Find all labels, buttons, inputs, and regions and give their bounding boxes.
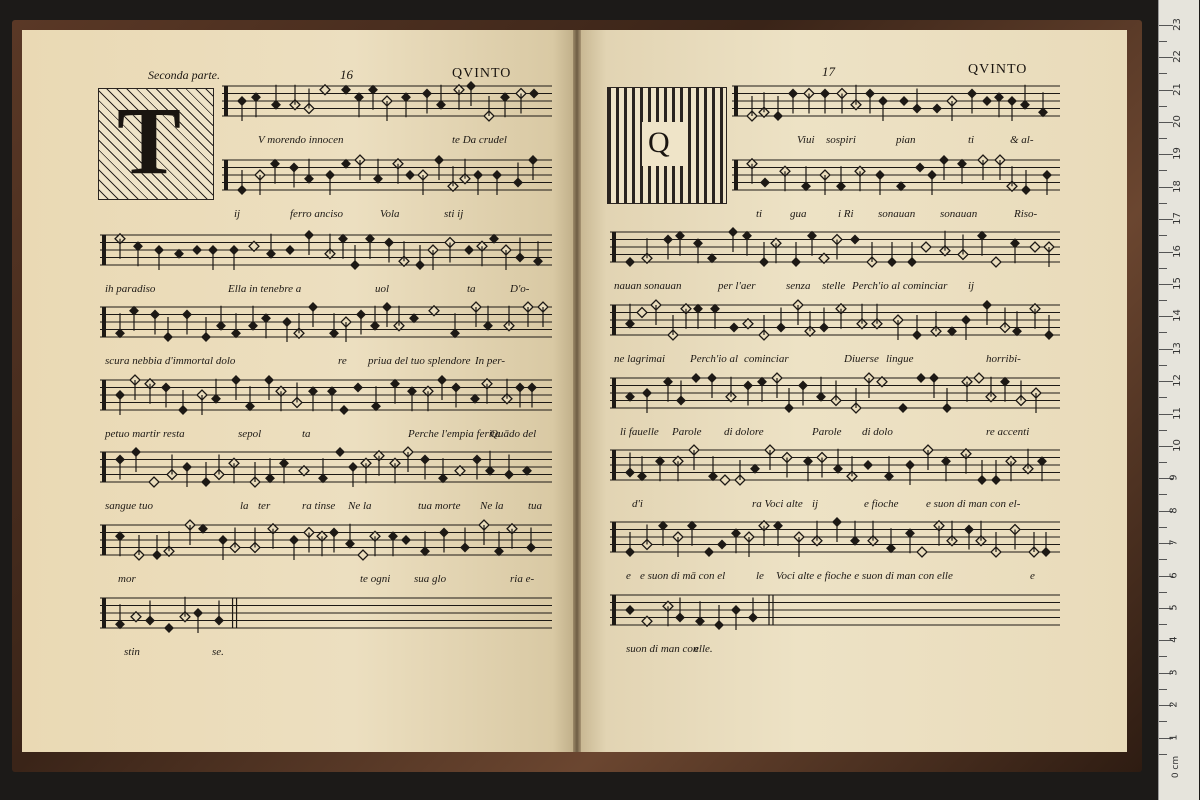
note-head xyxy=(898,403,908,413)
right-stave-1 xyxy=(732,76,1060,126)
ruler-tick xyxy=(1159,689,1167,690)
ruler-tick xyxy=(1159,430,1167,431)
lyric-syllable: ij xyxy=(812,498,819,510)
lyric-syllable: Parole xyxy=(672,426,702,438)
ruler-number: 16 xyxy=(1171,244,1183,258)
lyric-syllable: e suon di mā con el xyxy=(640,570,726,582)
ruler-number: 9 xyxy=(1168,474,1180,482)
note-head xyxy=(149,477,159,487)
ruler-tick xyxy=(1159,462,1167,463)
lyric-syllable: cominciar xyxy=(744,353,789,365)
left-voice-label: QVINTO xyxy=(452,66,512,81)
left-stave-6 xyxy=(100,442,552,492)
ruler-number: 1 xyxy=(1168,733,1180,741)
ruler-tick xyxy=(1159,203,1167,204)
lyric-syllable: ij xyxy=(234,208,241,220)
ruler-number: 18 xyxy=(1171,179,1183,193)
note-head xyxy=(717,540,727,550)
note-head xyxy=(335,447,345,457)
note-head xyxy=(405,170,415,180)
ruler-tick xyxy=(1159,106,1167,107)
lyric-syllable: Diuerse xyxy=(844,353,879,365)
lyric-syllable: sonauan xyxy=(940,208,978,220)
ruler-tick xyxy=(1159,624,1167,625)
ruler-number: 19 xyxy=(1171,147,1183,161)
note-head xyxy=(917,547,927,557)
right-stave-4 xyxy=(610,295,1060,345)
lyric-syllable: ta xyxy=(467,283,476,295)
lyric-syllable: In per- xyxy=(475,355,506,367)
lyric-syllable: per l'aer xyxy=(718,280,756,292)
lyric-syllable: stelle xyxy=(822,280,846,292)
lyric-syllable: Ella in tenebre a xyxy=(228,283,302,295)
note-head xyxy=(625,605,635,615)
clef-mark xyxy=(612,378,616,408)
ruler-number: 11 xyxy=(1171,406,1183,420)
ruler-tick xyxy=(1159,235,1167,236)
left-stave-4 xyxy=(100,297,552,347)
lyric-syllable: Quādo del xyxy=(490,428,537,440)
ruler-number: 20 xyxy=(1171,115,1183,128)
lyric-syllable: sospiri xyxy=(826,134,856,146)
clef-mark xyxy=(734,86,738,116)
lyric-syllable: le xyxy=(756,570,764,582)
lyric-syllable: Perch'io al cominciar xyxy=(852,280,948,292)
lyric-syllable: d'i xyxy=(632,498,643,510)
lyric-syllable: horribi- xyxy=(986,353,1021,365)
clef-mark xyxy=(612,595,616,625)
lyric-syllable: Vola xyxy=(380,208,400,220)
ruler-number: 21 xyxy=(1171,82,1183,96)
right-stave-6 xyxy=(610,440,1060,490)
lyric-syllable: tua xyxy=(528,500,543,512)
ruler-number: 12 xyxy=(1171,374,1183,388)
initial-letter-q: Q xyxy=(648,126,670,159)
note-head xyxy=(192,245,202,255)
lyric-syllable: D'o- xyxy=(510,283,530,295)
left-stave-3 xyxy=(100,225,552,275)
lyric-syllable: Ne la xyxy=(480,500,504,512)
note-head xyxy=(464,245,474,255)
lyric-syllable: Perch'io al xyxy=(690,353,739,365)
lyric-syllable: sepol xyxy=(238,428,262,440)
ruler-tick xyxy=(1159,656,1167,657)
ruler-number: 5 xyxy=(1168,604,1180,611)
note-head xyxy=(164,623,174,633)
ruler-tick xyxy=(1159,527,1167,528)
ruler-number: 15 xyxy=(1171,277,1183,290)
lyric-syllable: sua glo xyxy=(414,573,447,585)
ruler-number: 4 xyxy=(1168,636,1180,644)
note-head xyxy=(625,257,635,267)
lyric-syllable: ih paradiso xyxy=(105,283,156,295)
right-stave-7 xyxy=(610,512,1060,562)
ruler-tick xyxy=(1159,73,1167,74)
ruler-number: 7 xyxy=(1168,539,1180,546)
ruler-number: 6 xyxy=(1168,571,1180,579)
lyric-syllable: pian xyxy=(896,134,916,146)
initial-box xyxy=(642,122,686,166)
right-stave-8 xyxy=(610,585,1060,635)
ruler-tick xyxy=(1159,559,1167,560)
ruler-number: 14 xyxy=(1171,309,1183,323)
lyric-syllable: re xyxy=(338,355,347,367)
note-head xyxy=(729,323,739,333)
ruler-tick xyxy=(1159,365,1167,366)
initial-letter-t: T xyxy=(117,87,182,194)
note-head xyxy=(1030,242,1040,252)
note-head xyxy=(915,163,925,173)
ruler-number: 23 xyxy=(1171,17,1183,31)
lyric-syllable: te ogni xyxy=(360,573,391,585)
clef-mark xyxy=(102,525,106,555)
note-head xyxy=(529,89,539,99)
left-page-number: 16 xyxy=(340,67,353,82)
lyric-syllable: ij xyxy=(968,280,975,292)
note-head xyxy=(974,373,984,383)
lyric-syllable: di dolore xyxy=(724,426,764,438)
part-label: Seconda parte. xyxy=(148,68,220,82)
ruler-number: 22 xyxy=(1171,50,1183,64)
right-stave-3 xyxy=(610,222,1060,272)
book-gutter xyxy=(573,30,581,752)
clef-mark xyxy=(102,380,106,410)
lyric-syllable: ti xyxy=(968,134,975,146)
lyric-syllable: Voci alte e fioche e suon di man con elle xyxy=(776,570,953,582)
lyric-syllable: ta xyxy=(302,428,311,440)
lyric-syllable: e fioche xyxy=(864,498,899,510)
lyric-syllable: li fauelle xyxy=(620,426,659,438)
lyric-syllable: V morendo innocen xyxy=(258,134,344,146)
note-head xyxy=(353,383,363,393)
note-head xyxy=(285,245,295,255)
ruler-tick xyxy=(1159,138,1167,139)
lyric-syllable: la xyxy=(240,500,249,512)
ruler-number: 8 xyxy=(1168,507,1180,514)
clef-mark xyxy=(102,598,106,628)
note-head xyxy=(401,535,411,545)
ruler-number: 17 xyxy=(1171,212,1183,226)
clef-mark xyxy=(612,522,616,552)
note-head xyxy=(921,242,931,252)
ruler-tick xyxy=(1159,721,1167,722)
ruler-tick xyxy=(1159,300,1167,301)
clef-mark xyxy=(224,160,228,190)
lyric-syllable: se. xyxy=(212,646,224,658)
lyric-syllable: e suon di man con el- xyxy=(926,498,1021,510)
lyric-syllable: lingue xyxy=(886,353,914,365)
clef-mark xyxy=(734,160,738,190)
lyric-syllable: ra Voci alte xyxy=(752,498,803,510)
note-head xyxy=(720,475,730,485)
lyric-syllable: di dolo xyxy=(862,426,893,438)
lyric-syllable: senza xyxy=(786,280,811,292)
ruler-number: 13 xyxy=(1171,341,1183,355)
ruler-tick xyxy=(1159,494,1167,495)
lyric-syllable: uol xyxy=(375,283,390,295)
lyric-syllable: stin xyxy=(124,646,140,658)
lyric-syllable: ferro anciso xyxy=(290,208,344,220)
note-head xyxy=(916,373,926,383)
ruler-tick xyxy=(1159,170,1167,171)
lyric-syllable: Parole xyxy=(812,426,842,438)
note-head xyxy=(704,547,714,557)
clef-mark xyxy=(102,235,106,265)
measurement-ruler xyxy=(1158,0,1199,800)
clef-mark xyxy=(612,450,616,480)
lyric-syllable: Viui xyxy=(797,134,815,146)
decorated-initial-t xyxy=(98,88,214,200)
lyric-syllable: te Da crudel xyxy=(452,134,507,146)
lyric-syllable: petuo martir resta xyxy=(105,428,185,440)
note-head xyxy=(760,178,770,188)
note-head xyxy=(358,550,368,560)
note-head xyxy=(850,235,860,245)
lyric-syllable: e xyxy=(626,570,631,582)
clef-mark xyxy=(612,305,616,335)
lyric-syllable: & al- xyxy=(1010,134,1034,146)
note-head xyxy=(899,96,909,106)
lyric-syllable: Riso- xyxy=(1014,208,1038,220)
lyric-syllable: sonauan xyxy=(878,208,916,220)
left-stave-2 xyxy=(222,150,552,200)
lyric-syllable: priua del tuo splendore xyxy=(368,355,471,367)
ruler-number: 10 xyxy=(1171,439,1183,452)
ruler-tick xyxy=(1159,41,1167,42)
lyric-syllable: tua morte xyxy=(418,500,461,512)
clef-mark xyxy=(224,86,228,116)
lyric-syllable: elle. xyxy=(694,643,713,655)
ruler-tick xyxy=(1159,268,1167,269)
ruler-number: 3 xyxy=(1168,669,1180,676)
lyric-syllable: i Ri xyxy=(838,208,854,220)
ruler-tick xyxy=(1159,397,1167,398)
lyric-syllable: ti xyxy=(756,208,763,220)
decorated-initial-q xyxy=(607,87,727,204)
lyric-syllable: mor xyxy=(118,573,136,585)
lyric-syllable: Ne la xyxy=(348,500,372,512)
lyric-syllable: Perche l'empia ferita xyxy=(408,428,501,440)
ruler-tick xyxy=(1159,332,1167,333)
ruler-number: 2 xyxy=(1168,701,1180,708)
lyric-syllable: re accenti xyxy=(986,426,1030,438)
ruler-unit-label: 0 cm xyxy=(1171,755,1182,779)
lyric-syllable: ra tinse xyxy=(302,500,336,512)
lyric-syllable: sti ij xyxy=(444,208,464,220)
lyric-syllable: nauan sonauan xyxy=(614,280,682,292)
right-stave-2 xyxy=(732,150,1060,200)
note-head xyxy=(691,373,701,383)
lyric-syllable: ter xyxy=(258,500,271,512)
right-page-number: 17 xyxy=(822,64,835,79)
lyric-syllable: scura nebbia d'immortal dolo xyxy=(105,355,236,367)
note-head xyxy=(637,308,647,318)
right-stave-5 xyxy=(610,368,1060,418)
note-head xyxy=(863,460,873,470)
clef-mark xyxy=(612,232,616,262)
note-head xyxy=(982,96,992,106)
note-head xyxy=(339,405,349,415)
lyric-syllable: ria e- xyxy=(510,573,535,585)
lyric-syllable: gua xyxy=(790,208,807,220)
note-head xyxy=(991,257,1001,267)
lyric-syllable: e xyxy=(1030,570,1035,582)
left-stave-1 xyxy=(222,76,552,126)
ruler-tick xyxy=(1159,754,1167,755)
clef-mark xyxy=(102,452,106,482)
left-stave-8 xyxy=(100,588,552,638)
left-stave-5 xyxy=(100,370,552,420)
note-head xyxy=(932,104,942,114)
lyric-syllable: sangue tuo xyxy=(105,500,153,512)
lyric-syllable: ne lagrimai xyxy=(614,353,666,365)
right-voice-label: QVINTO xyxy=(968,62,1028,77)
ruler-tick xyxy=(1159,592,1167,593)
lyric-syllable: suon di man con xyxy=(626,643,699,655)
left-stave-7 xyxy=(100,515,552,565)
clef-mark xyxy=(102,307,106,337)
